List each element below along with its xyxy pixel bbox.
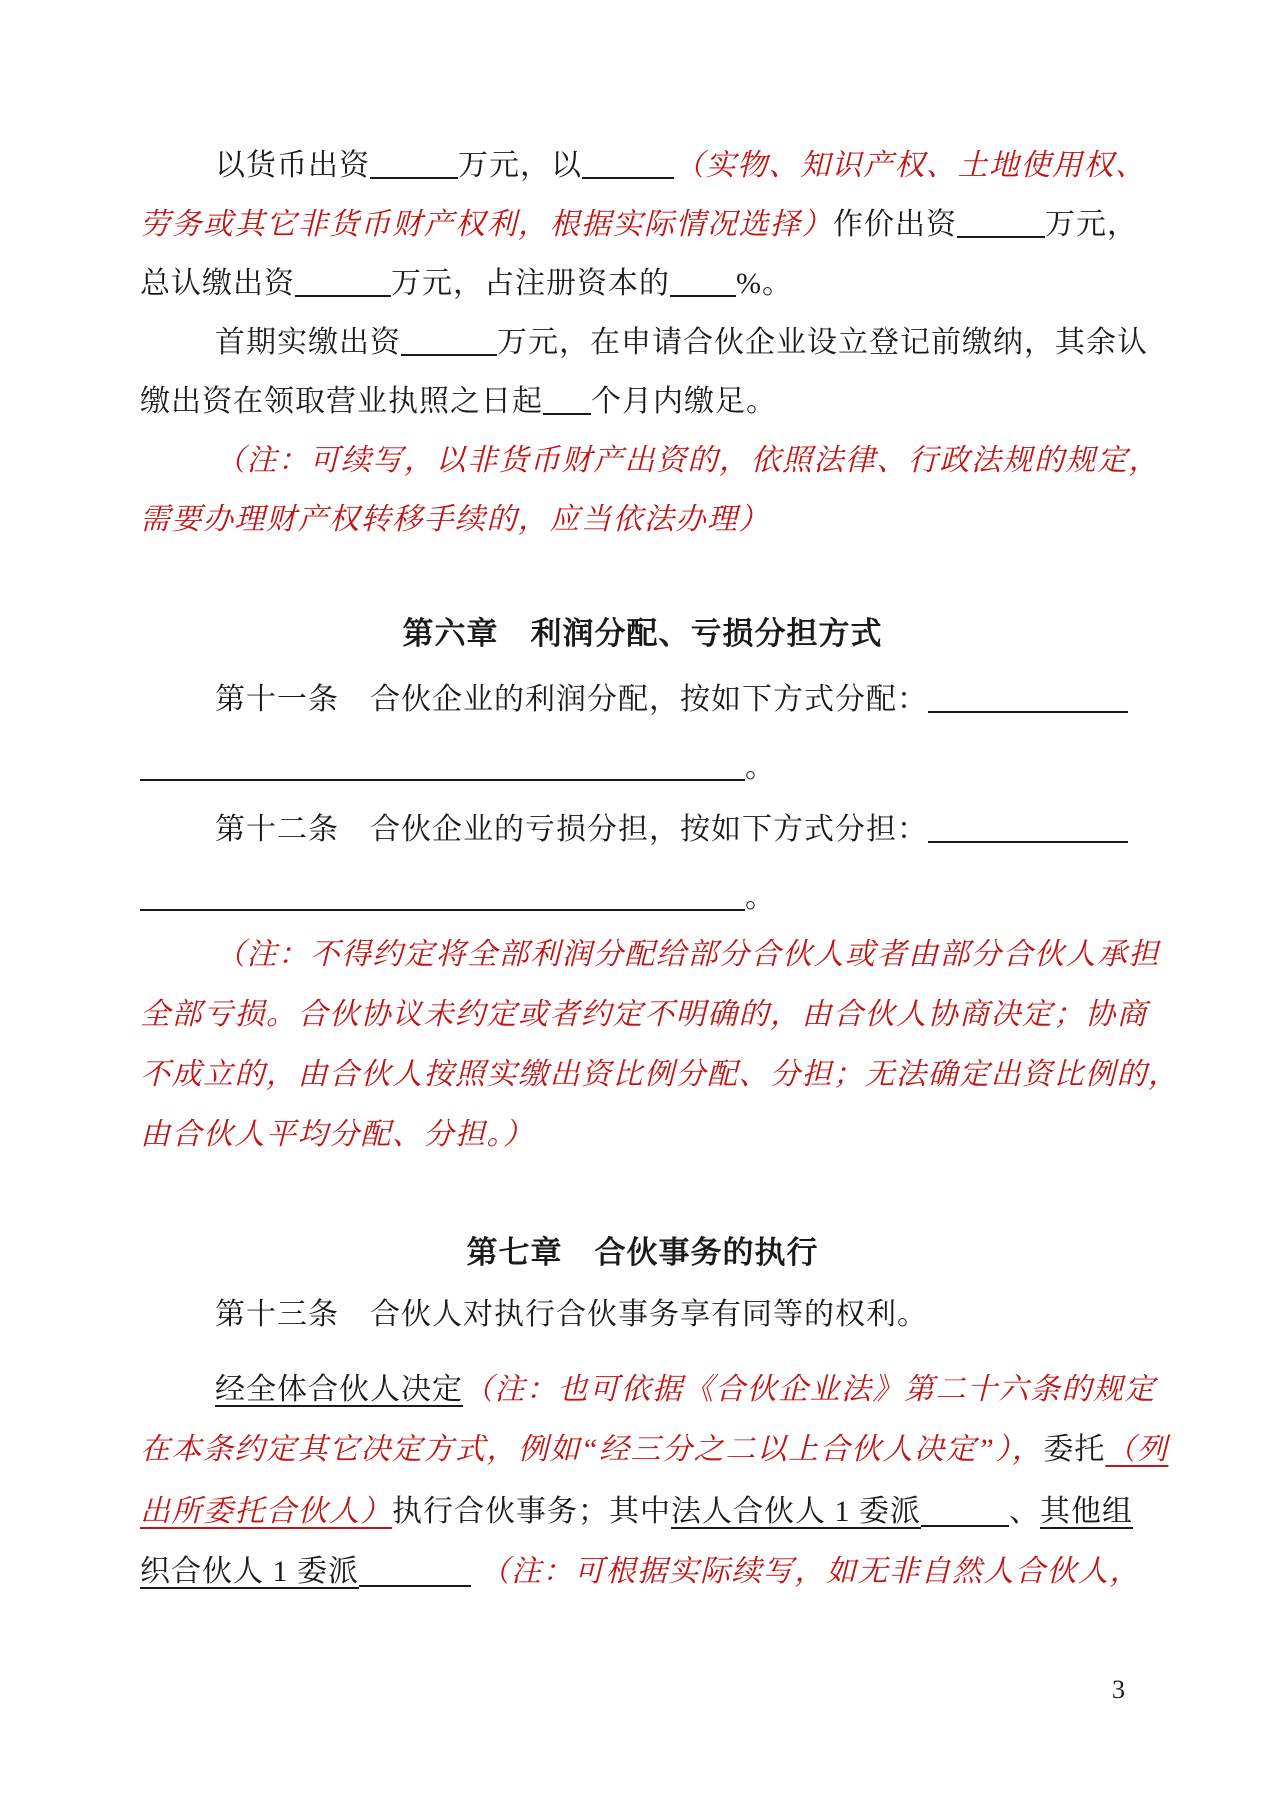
blank-field bbox=[921, 1523, 1009, 1527]
doc-line-6 bbox=[215, 431, 1160, 491]
text-segment: 第十二条 合伙企业的亏损分担，按如下方式分担： bbox=[215, 813, 928, 846]
annotation-segment: （注：可根据实际续写，如无非自然人合伙人， bbox=[479, 1555, 1141, 1588]
underlined-annotation-segment: 出所委托合伙人） bbox=[140, 1495, 392, 1528]
blank-field bbox=[140, 777, 745, 781]
blank-field bbox=[928, 709, 1128, 713]
doc-line-3 bbox=[140, 254, 1150, 314]
text-segment: 万元，在申请合伙企业设立登记前缴纳，其余认 bbox=[497, 326, 1148, 359]
text-segment: 万元，占注册资本的 bbox=[391, 267, 670, 300]
blank-field bbox=[401, 352, 497, 356]
chapter7-heading: 第七章 合伙事务的执行 bbox=[466, 1235, 819, 1270]
doc-line-7 bbox=[140, 490, 1150, 550]
blank-field bbox=[582, 175, 674, 179]
doc-line-15 bbox=[140, 1105, 1150, 1165]
doc-line-20 bbox=[140, 1542, 1150, 1602]
doc-line-13 bbox=[140, 985, 1150, 1045]
annotation-segment: 在本条约定其它决定方式，例如“经三分之二以上合伙人决定”）， bbox=[140, 1433, 1044, 1466]
annotation-segment: （注：可续写，以非货币财产出资的，依照法律、行政法规的规定， bbox=[215, 444, 1160, 477]
text-segment: 委托 bbox=[1043, 1433, 1106, 1466]
blank-field bbox=[295, 293, 391, 297]
text-segment: 作价出资 bbox=[833, 208, 957, 241]
doc-line-4 bbox=[215, 313, 1150, 373]
doc-line-14 bbox=[140, 1045, 1180, 1105]
underlined-text-segment: 其他组 bbox=[1040, 1495, 1133, 1528]
annotation-segment: （注：不得约定将全部利润分配给部分合伙人或者由部分合伙人承担 bbox=[215, 938, 1160, 971]
underlined-text-segment: 经全体合伙人决定 bbox=[215, 1373, 463, 1406]
text-segment bbox=[471, 1555, 480, 1588]
text-segment: 万元， bbox=[1045, 208, 1138, 241]
doc-line-2 bbox=[140, 195, 1150, 255]
doc-line-19 bbox=[140, 1482, 1150, 1542]
doc-line-18 bbox=[140, 1420, 1169, 1480]
text-segment: 、 bbox=[1009, 1495, 1040, 1528]
annotation-segment: 由合伙人平均分配、分担。） bbox=[140, 1118, 535, 1151]
text-segment: 执行合伙事务；其中 bbox=[392, 1495, 671, 1528]
text-segment: %。 bbox=[736, 267, 793, 300]
blank-field bbox=[957, 234, 1045, 238]
text-segment: 第十一条 合伙企业的利润分配，按如下方式分配： bbox=[215, 683, 928, 716]
annotation-segment: 需要办理财产权转移手续的，应当依法办理） bbox=[140, 503, 770, 536]
doc-line-10 bbox=[215, 800, 1150, 860]
blank-field bbox=[670, 293, 736, 297]
doc-line-16 bbox=[215, 1285, 1150, 1345]
annotation-segment: 劳务或其它非货币财产权利，根据实际情况选择） bbox=[140, 208, 833, 241]
text-segment: 万元，以 bbox=[458, 149, 582, 182]
blank-field bbox=[140, 907, 745, 911]
text-segment: 个月内缴足。 bbox=[591, 385, 777, 418]
doc-line-11 bbox=[140, 868, 1150, 928]
page-number: 3 bbox=[1112, 1675, 1125, 1704]
chapter6-heading: 第六章 利润分配、亏损分担方式 bbox=[402, 616, 883, 651]
doc-line-8 bbox=[215, 670, 1150, 730]
doc-line-12 bbox=[215, 925, 1160, 985]
annotation-segment: （实物、知识产权、土地使用权、 bbox=[674, 149, 1147, 182]
doc-line-1 bbox=[215, 136, 1150, 196]
doc-line-17 bbox=[215, 1360, 1156, 1420]
doc-line-9 bbox=[140, 738, 1150, 798]
annotation-segment: （注：也可依据《合伙企业法》第二十六条的规定 bbox=[463, 1373, 1156, 1406]
text-segment: 以货币出资 bbox=[215, 149, 370, 182]
underlined-text-segment: 法人合伙人 1 委派 bbox=[671, 1495, 921, 1528]
blank-field bbox=[370, 175, 458, 179]
blank-field bbox=[928, 839, 1128, 843]
doc-line-5 bbox=[140, 372, 1150, 432]
text-segment: 总认缴出资 bbox=[140, 267, 295, 300]
annotation-segment: 不成立的，由合伙人按照实缴出资比例分配、分担；无法确定出资比例的， bbox=[140, 1058, 1180, 1091]
text-segment: 第十三条 合伙人对执行合伙事务享有同等的权利。 bbox=[215, 1298, 928, 1331]
text-segment: 缴出资在领取营业执照之日起 bbox=[140, 385, 543, 418]
text-segment: 。 bbox=[745, 751, 776, 784]
underlined-text-segment: 织合伙人 1 委派 bbox=[140, 1555, 359, 1588]
blank-field bbox=[359, 1583, 471, 1587]
annotation-segment: 全部亏损。合伙协议未约定或者约定不明确的，由合伙人协商决定；协商 bbox=[140, 998, 1148, 1031]
blank-field bbox=[543, 411, 591, 415]
text-segment: 。 bbox=[745, 881, 776, 914]
underlined-annotation-segment: （列 bbox=[1105, 1433, 1169, 1466]
text-segment: 首期实缴出资 bbox=[215, 326, 401, 359]
